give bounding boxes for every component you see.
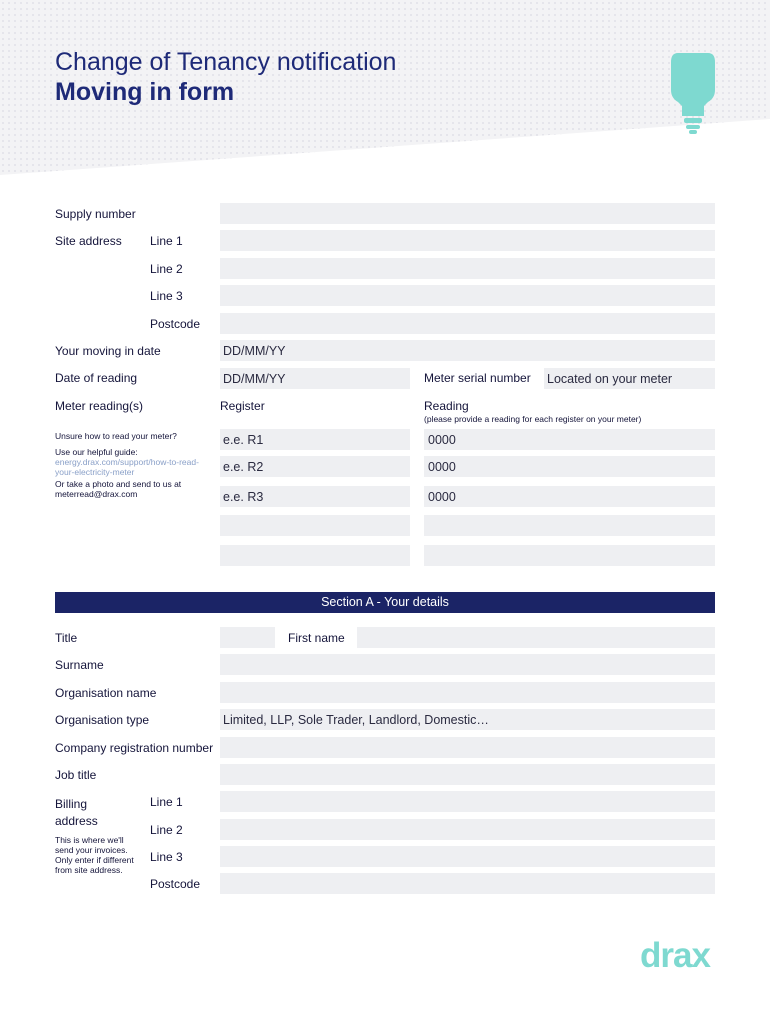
moving-in-date-placeholder: DD/MM/YY: [223, 344, 286, 358]
billing-line3-label: Line 3: [150, 850, 183, 864]
register-field[interactable]: [220, 515, 410, 536]
organisation-name-label: Organisation name: [55, 686, 157, 700]
date-of-reading-placeholder: DD/MM/YY: [223, 372, 286, 386]
page-title: Change of Tenancy notification: [55, 48, 397, 76]
site-line1-field[interactable]: [220, 230, 715, 251]
job-title-field[interactable]: [220, 764, 715, 785]
reading-field[interactable]: [424, 486, 715, 507]
meter-serial-placeholder: Located on your meter: [547, 372, 673, 386]
moving-in-date-field[interactable]: [220, 340, 715, 361]
title-field[interactable]: [220, 627, 275, 648]
organisation-type-label: Organisation type: [55, 713, 150, 727]
meter-readings-label: Meter reading(s): [55, 399, 144, 413]
register-field[interactable]: [220, 545, 410, 566]
reading-value: 0000: [428, 490, 456, 504]
billing-address-label: Billing address: [55, 797, 98, 828]
surname-field[interactable]: [220, 654, 715, 675]
billing-line2-label: Line 2: [150, 823, 183, 837]
first-name-field[interactable]: [357, 627, 715, 648]
surname-label: Surname: [55, 658, 104, 672]
company-reg-field[interactable]: [220, 737, 715, 758]
lightbulb-icon: [668, 50, 718, 136]
help-guide-text: Use our helpful guide:: [55, 447, 138, 457]
billing-postcode-field[interactable]: [220, 873, 715, 894]
site-line2-field[interactable]: [220, 258, 715, 279]
register-header: Register: [220, 399, 265, 413]
billing-postcode-label: Postcode: [150, 877, 201, 891]
date-of-reading-label: Date of reading: [55, 371, 138, 385]
company-reg-label: Company registration number: [55, 741, 214, 755]
billing-line1-field[interactable]: [220, 791, 715, 812]
reading-value: 0000: [428, 460, 456, 474]
site-postcode-label: Postcode: [150, 317, 201, 331]
reading-field[interactable]: [424, 429, 715, 450]
section-a-heading: Section A - Your details: [55, 592, 715, 613]
meter-serial-label: Meter serial number: [424, 371, 531, 385]
supply-number-label: Supply number: [55, 207, 136, 221]
site-postcode-field[interactable]: [220, 313, 715, 334]
reading-value: 0000: [428, 433, 456, 447]
reading-field[interactable]: [424, 515, 715, 536]
reading-note: (please provide a reading for each register on your meter): [424, 414, 642, 424]
register-value: e.e. R2: [223, 460, 264, 474]
page-subtitle: Moving in form: [55, 78, 235, 106]
help-guide-link[interactable]: energy.drax.com/support/how-to-read-your-electricity-meter: [55, 457, 199, 477]
register-value: e.e. R3: [223, 490, 264, 504]
site-line2-label: Line 2: [150, 262, 183, 276]
help-photo-text: Or take a photo and send to us at meterread@drax.com: [55, 479, 182, 499]
reading-field[interactable]: [424, 545, 715, 566]
first-name-label: First name: [288, 631, 345, 645]
help-question: Unsure how to read your meter?: [55, 431, 177, 441]
register-value: e.e. R1: [223, 433, 264, 447]
reading-header: Reading: [424, 399, 469, 413]
reading-field[interactable]: [424, 456, 715, 477]
supply-number-field[interactable]: [220, 203, 715, 224]
site-line3-label: Line 3: [150, 289, 183, 303]
site-line1-label: Line 1: [150, 234, 183, 248]
drax-logo: drax: [640, 936, 710, 975]
site-line3-field[interactable]: [220, 285, 715, 306]
site-address-label: Site address: [55, 234, 122, 248]
billing-note: This is where we'll send your invoices. Only enter if different from site address.: [55, 835, 134, 875]
billing-line3-field[interactable]: [220, 846, 715, 867]
organisation-type-placeholder: Limited, LLP, Sole Trader, Landlord, Domestic…: [223, 713, 489, 727]
billing-line2-field[interactable]: [220, 819, 715, 840]
title-label: Title: [55, 631, 78, 645]
billing-line1-label: Line 1: [150, 795, 183, 809]
job-title-label: Job title: [55, 768, 97, 782]
organisation-name-field[interactable]: [220, 682, 715, 703]
moving-in-date-label: Your moving in date: [55, 344, 161, 358]
